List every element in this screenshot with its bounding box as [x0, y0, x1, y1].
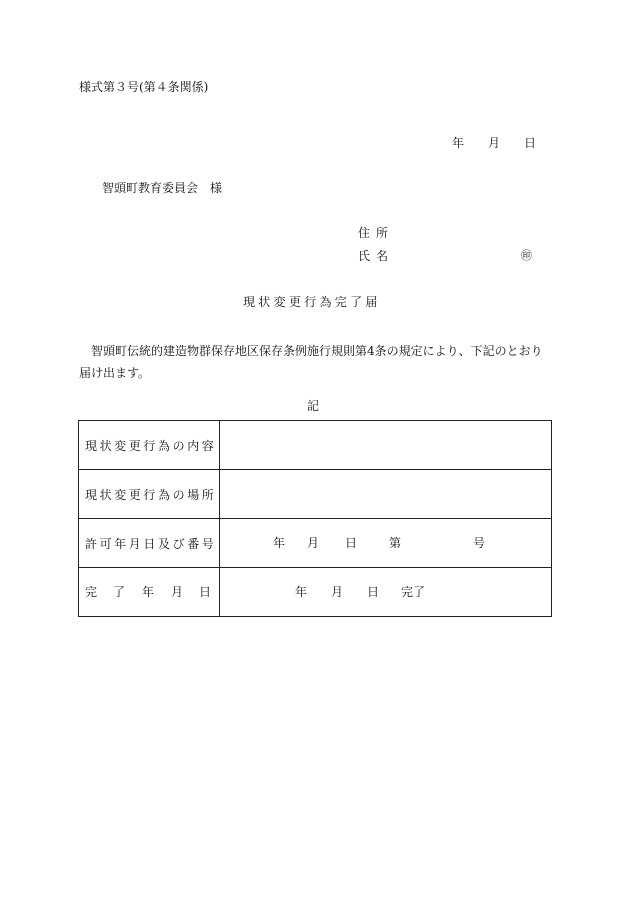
- permit-gou: 号: [473, 536, 486, 550]
- completion-year: 年: [295, 585, 308, 599]
- name-label: 氏名: [358, 249, 395, 263]
- completion-label-a: 完: [85, 585, 98, 599]
- location-label: 現状変更行為の場所: [79, 470, 220, 519]
- completion-label-b: 了: [113, 585, 126, 599]
- location-value[interactable]: [220, 470, 552, 519]
- permit-label: 許可年月日及び番号: [79, 519, 220, 568]
- permit-dai: 第: [389, 536, 402, 550]
- content-label: 現状変更行為の内容: [79, 421, 220, 470]
- report-table: [78, 420, 552, 617]
- ki-heading: 記: [307, 399, 320, 413]
- addressee: 智頭町教育委員会 様: [102, 181, 223, 195]
- date-year-label: 年: [452, 136, 465, 150]
- completion-label-c: 年: [142, 585, 155, 599]
- permit-value[interactable]: [220, 519, 552, 568]
- completion-day: 日: [367, 585, 380, 599]
- date-day-label: 日: [524, 136, 537, 150]
- table-row: [79, 470, 552, 519]
- table-row: [79, 519, 552, 568]
- form-number: 様式第３号(第４条関係): [79, 80, 209, 94]
- body-text: 智頭町伝統的建造物群保存地区保存条例施行規則第4条の規定により、下記のとおり届け出ます。: [79, 344, 543, 380]
- table-row: [79, 568, 552, 617]
- address-label: 住所: [358, 226, 395, 240]
- permit-month: 月: [307, 536, 320, 550]
- date-month-label: 月: [488, 136, 501, 150]
- table-row: [79, 421, 552, 470]
- completion-label-e: 日: [199, 585, 212, 599]
- permit-day: 日: [345, 536, 358, 550]
- content-value[interactable]: [220, 421, 552, 470]
- completion-label-d: 月: [171, 585, 184, 599]
- completion-label: [79, 568, 220, 617]
- seal-mark: ㊞: [521, 249, 532, 262]
- completion-done: 完了: [401, 585, 426, 599]
- completion-month: 月: [331, 585, 344, 599]
- permit-year: 年: [273, 536, 286, 550]
- document-title: 現状変更行為完了届: [243, 295, 381, 309]
- completion-value[interactable]: [220, 568, 552, 617]
